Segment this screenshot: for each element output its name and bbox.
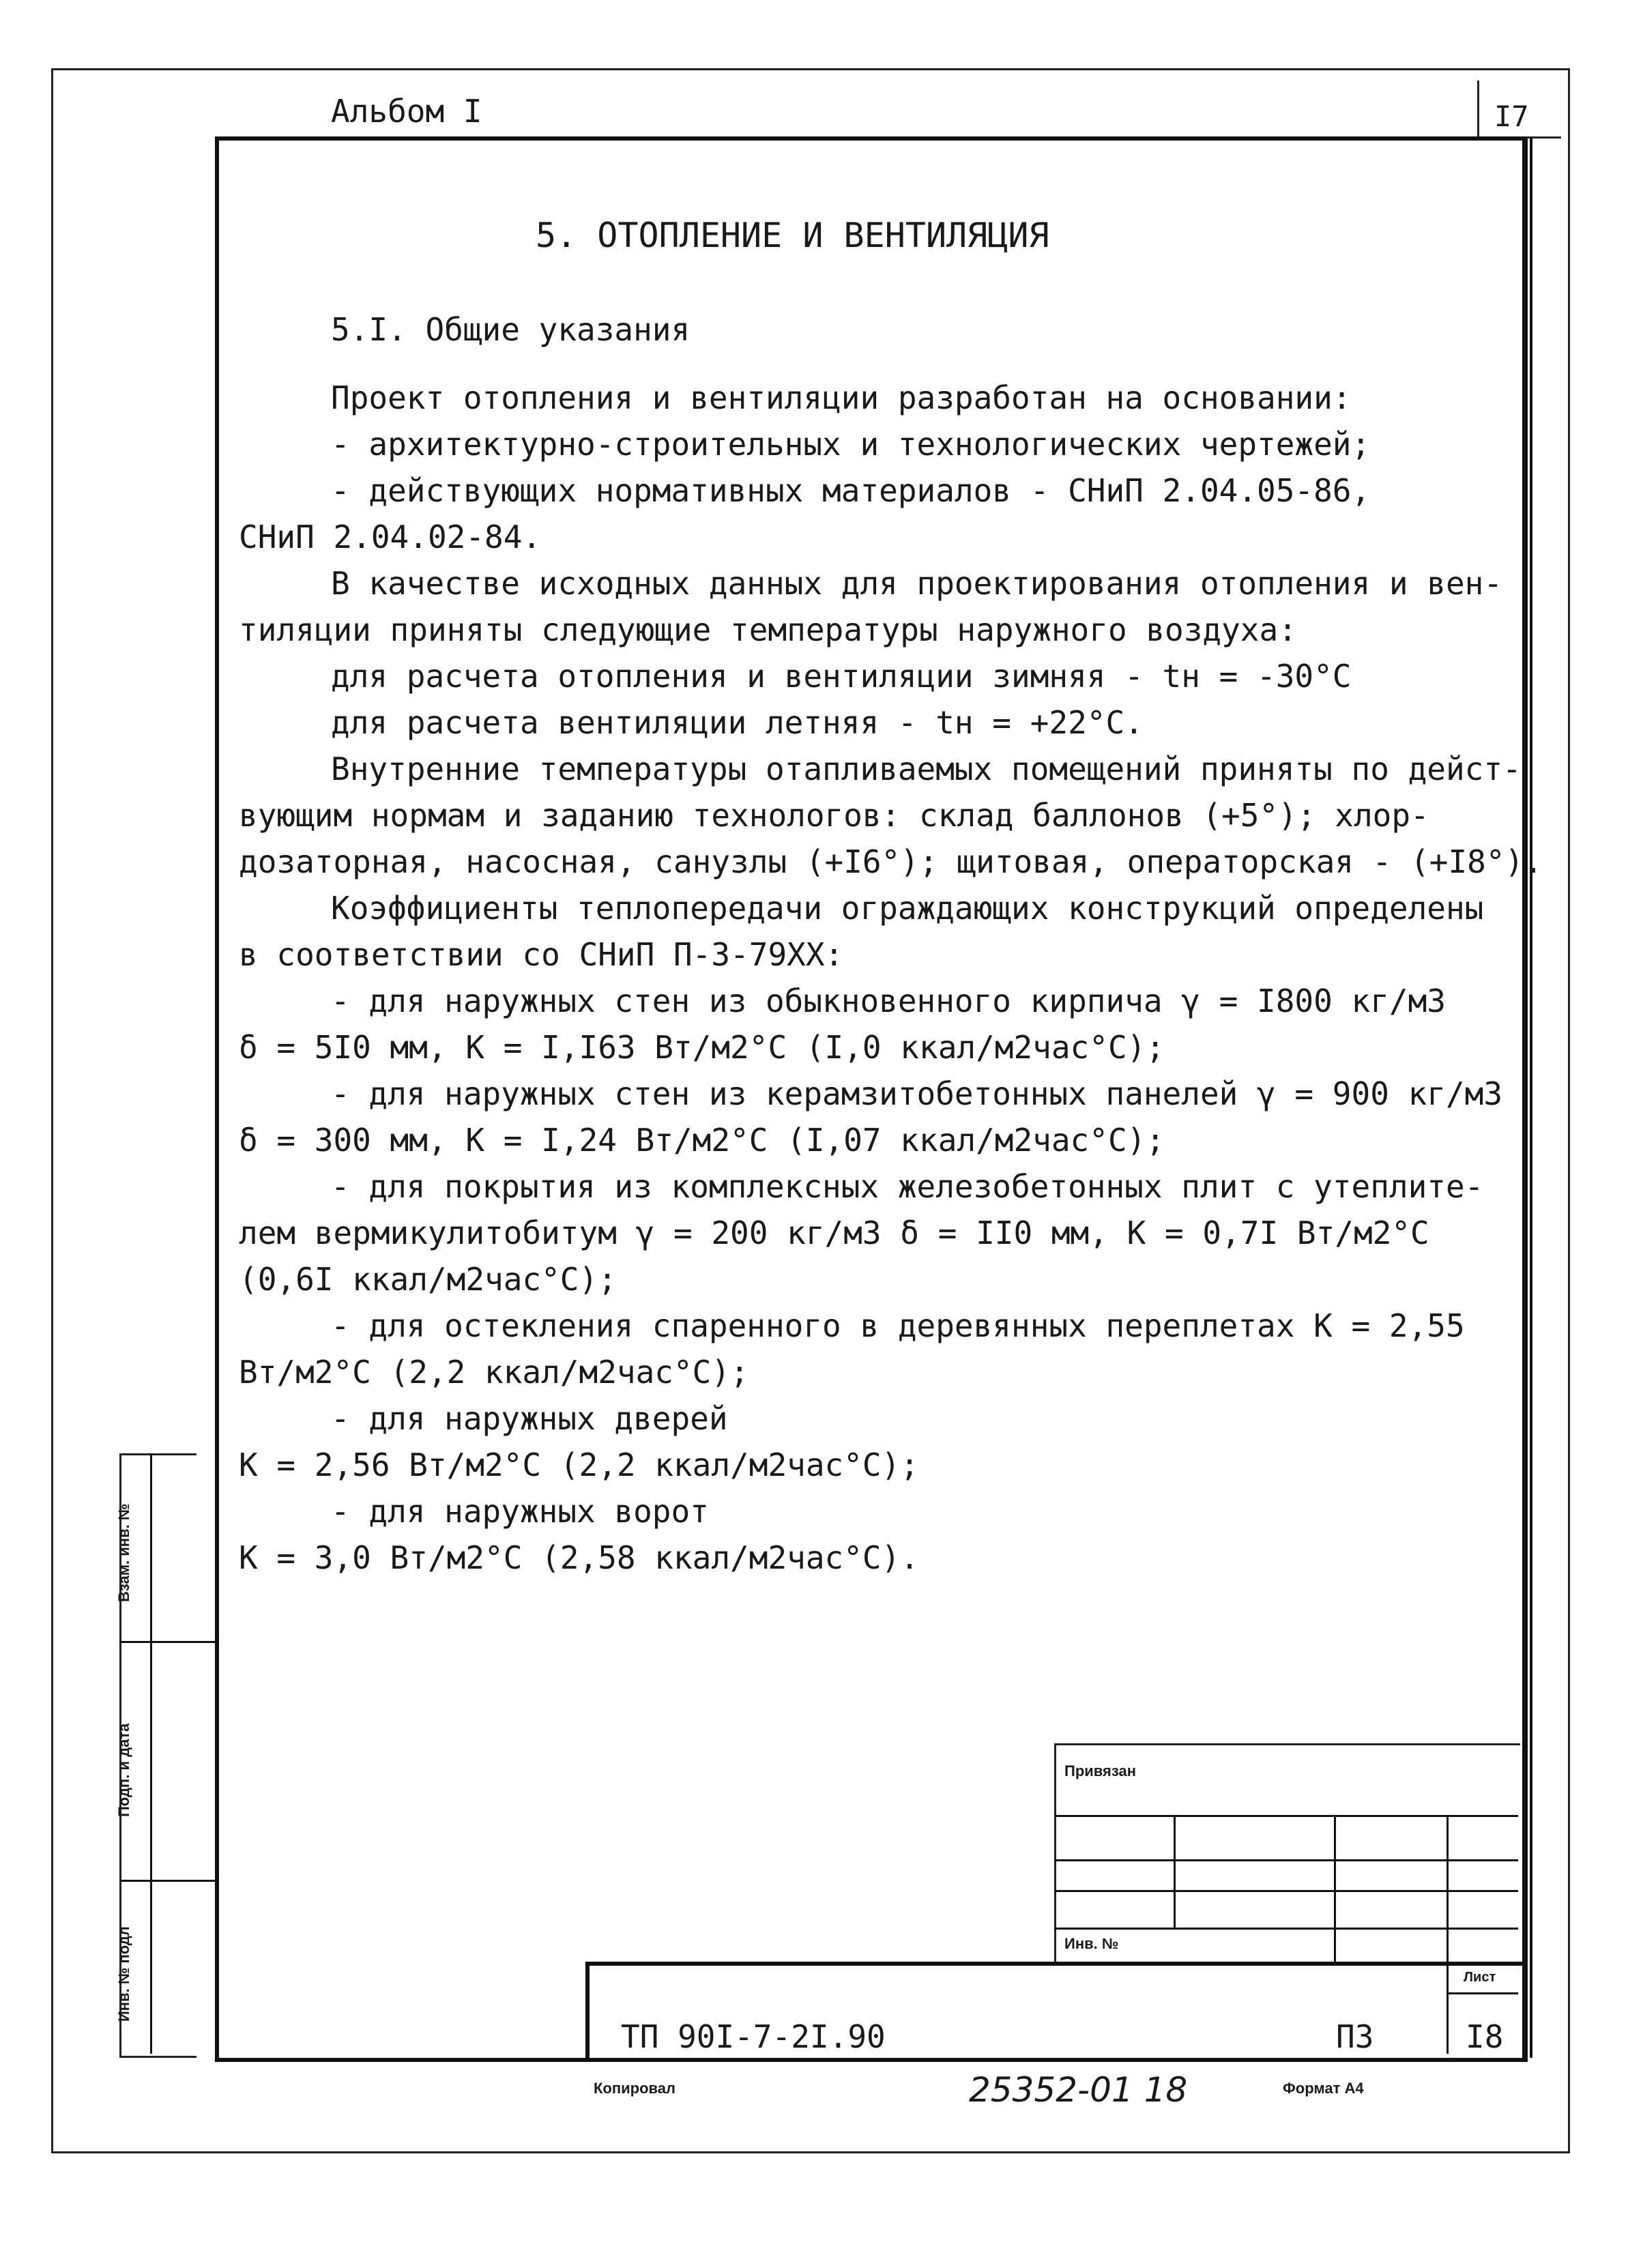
vzam-inv-label: Взам. инв. № (115, 1503, 132, 1602)
text-line: тиляции приняты следующие температуры наружного воздуха: (239, 611, 1297, 648)
side-stamp-row-divider (119, 1880, 215, 1882)
section-title: 5. ОТОПЛЕНИЕ И ВЕНТИЛЯЦИЯ (536, 216, 1049, 255)
text-line: δ = 5I0 мм, К = I,I63 Вт/м2°С (I,0 ккал/м2час°С); (239, 1029, 1165, 1066)
inv-podl-label: Инв. № подл (115, 1926, 132, 2022)
text-line: δ = 300 мм, К = I,24 Вт/м2°С (I,07 ккал/м2час°С); (239, 1122, 1165, 1159)
project-code: ТП 90I-7-2I.90 (621, 2018, 886, 2055)
doc-code: ПЗ (1336, 2018, 1374, 2055)
sheet-label: Лист (1464, 1970, 1496, 1985)
format-label: Формат А4 (1283, 2080, 1364, 2097)
text-line: - для наружных стен из обыкновенного кирпича γ = I800 кг/м3 (331, 983, 1446, 1019)
section-subtitle: 5.I. Общие указания (331, 311, 691, 348)
text-line: (0,6I ккал/м2час°С); (239, 1261, 617, 1298)
text-line: - для наружных ворот (331, 1493, 709, 1530)
stamp-col-line (1174, 1815, 1176, 1928)
text-line: дозаторная, насосная, санузлы (+I6°); щитовая, операторская - (+I8°). (239, 843, 1543, 880)
text-line: - для наружных дверей (331, 1400, 728, 1437)
sheet-number: I8 (1466, 2018, 1504, 2055)
text-line: Проект отопления и вентиляции разработан на основании: (331, 379, 1352, 416)
stamp-col-line (1334, 1815, 1336, 1962)
double-right-border (1530, 136, 1532, 2058)
text-line: для расчета вентиляции летняя - tн = +22°С. (331, 704, 1144, 741)
stamp-row-line (1054, 1859, 1518, 1861)
text-line: К = 3,0 Вт/м2°С (2,58 ккал/м2час°С). (239, 1539, 919, 1576)
page-number: I7 (1494, 100, 1529, 133)
stamp-row-line (1054, 1928, 1518, 1930)
text-line: - для остекления спаренного в деревянных переплетах К = 2,55 (331, 1307, 1465, 1344)
privyazan-label: Привязан (1064, 1762, 1137, 1779)
text-line: Коэффициенты теплопередачи ограждающих конструкций определены (331, 890, 1484, 927)
text-line: для расчета отопления и вентиляции зимняя - tн = -30°С (331, 658, 1352, 695)
sheet-label-divider (1447, 1992, 1518, 1994)
copied-label: Копировал (594, 2080, 676, 2097)
text-line: В качестве исходных данных для проектирования отопления и вен- (331, 565, 1503, 602)
text-line: СНиП 2.04.02-84. (239, 519, 542, 555)
side-stamp-divider (150, 1453, 152, 2054)
inv-no-label: Инв. № (1064, 1935, 1119, 1952)
stamp-row-line (1054, 1890, 1518, 1892)
text-line: - для покрытия из комплексных железобетонных плит с утеплите- (331, 1168, 1484, 1205)
text-line: в соответствии со СНиП П-3-79ХХ: (239, 936, 844, 973)
text-line: - для наружных стен из керамзитобетонных панелей γ = 900 кг/м3 (331, 1075, 1503, 1112)
text-line: Внутренние температуры отапливаемых помещений приняты по дейст- (331, 751, 1522, 787)
podp-data-label: Подп. и дата (115, 1723, 132, 1817)
stamp-row-line (1054, 1815, 1518, 1817)
text-line: Вт/м2°С (2,2 ккал/м2час°С); (239, 1354, 749, 1391)
text-line: К = 2,56 Вт/м2°С (2,2 ккал/м2час°С); (239, 1446, 919, 1483)
text-line: вующим нормам и заданию технологов: склад баллонов (+5°); хлор- (239, 797, 1429, 834)
text-line: - архитектурно-строительных и технологических чертежей; (331, 426, 1371, 463)
album-label: Альбом I (331, 93, 482, 130)
handwritten-number: 25352-01 18 (969, 2070, 1188, 2110)
text-line: - действующих нормативных материалов - СНиП 2.04.05-86, (331, 472, 1371, 509)
side-stamp-row-divider (119, 1641, 215, 1643)
text-line: лем вермикулитобитум γ = 200 кг/м3 δ = II0 мм, К = 0,7I Вт/м2°С (239, 1215, 1429, 1251)
